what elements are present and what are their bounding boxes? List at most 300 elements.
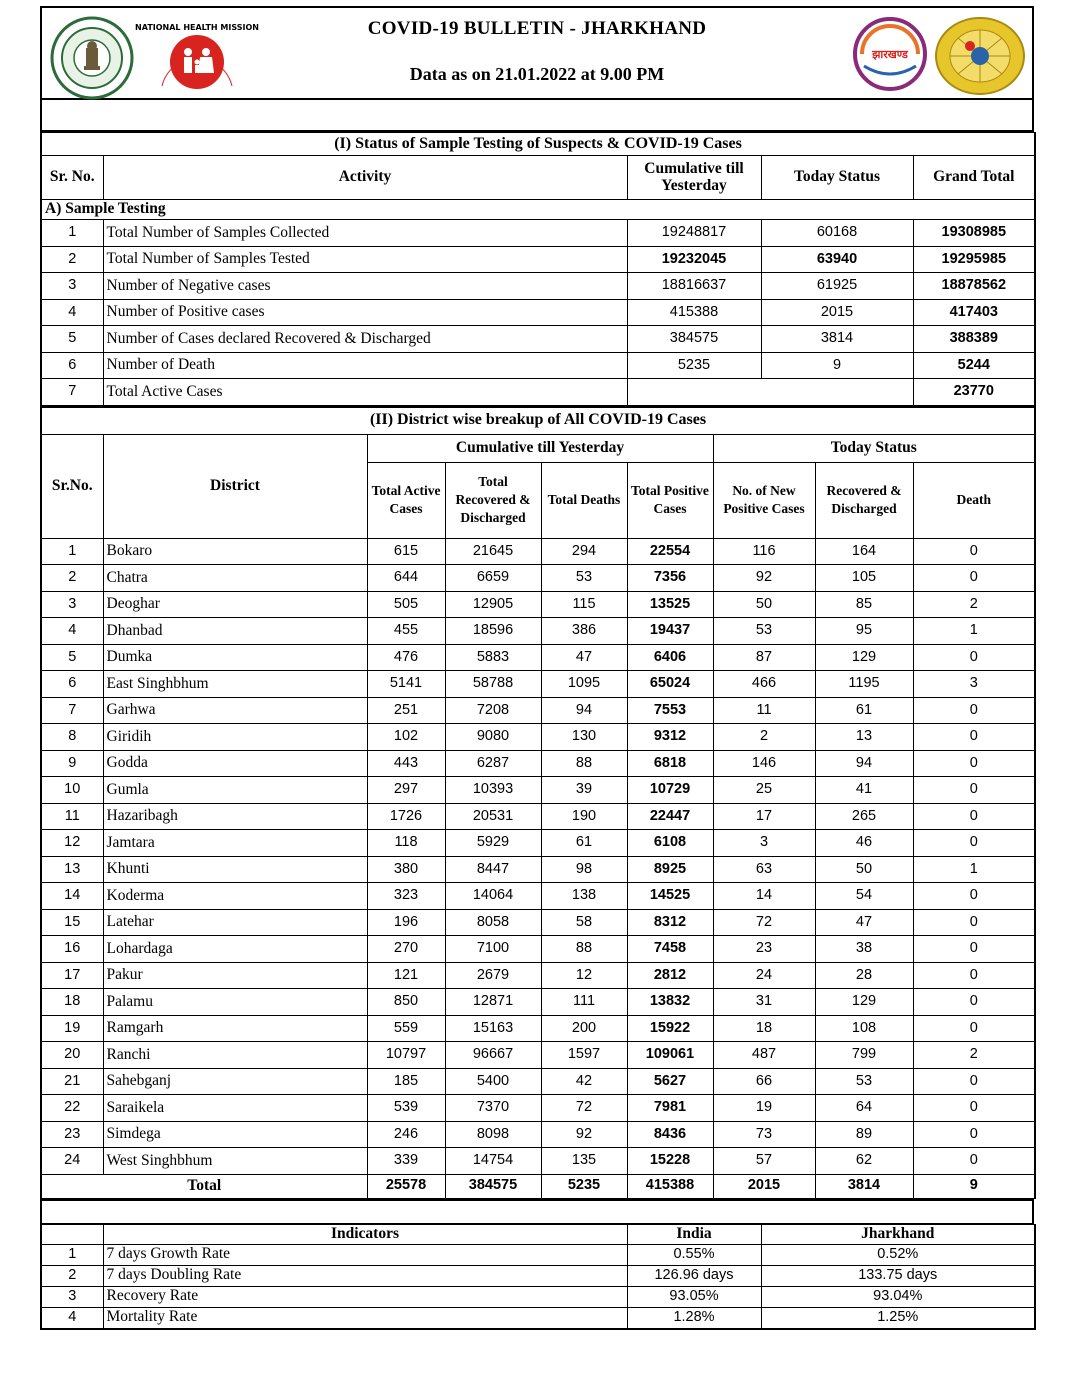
district-active: 539 [367,1095,445,1122]
district-today-death: 0 [913,909,1035,936]
row-cumulative: 5235 [627,352,761,379]
col-cumulative: Cumulative till Yesterday [627,156,761,200]
district-name: Pakur [103,962,367,989]
district-deaths: 58 [541,909,627,936]
district-today-death: 0 [913,1068,1035,1095]
district-sr: 10 [41,777,103,804]
district-today-death: 0 [913,830,1035,857]
district-name: Saraikela [103,1095,367,1122]
district-today-death: 3 [913,671,1035,698]
district-today-death: 0 [913,989,1035,1016]
district-new-positive: 92 [713,565,815,592]
district-deaths: 138 [541,883,627,910]
district-new-positive: 66 [713,1068,815,1095]
indicator-india: 93.05% [627,1286,761,1307]
district-sr: 3 [41,591,103,618]
indicator-india: 126.96 days [627,1265,761,1286]
indicator-row [41,1286,1035,1307]
district-sr: 21 [41,1068,103,1095]
district-new-positive: 146 [713,750,815,777]
district-recovered: 58788 [445,671,541,698]
district-new-positive: 2 [713,724,815,751]
district-active: 102 [367,724,445,751]
district-name: Dumka [103,644,367,671]
row-activity: Number of Death [103,352,627,379]
district-recovered: 7370 [445,1095,541,1122]
row-sr: 1 [41,220,103,247]
district-new-positive: 466 [713,671,815,698]
row-cumulative: 384575 [627,326,761,353]
district-positive: 6818 [627,750,713,777]
district-positive: 8436 [627,1121,713,1148]
district-today-death: 0 [913,697,1035,724]
district-active: 455 [367,618,445,645]
district-today-death: 0 [913,803,1035,830]
district-positive: 13525 [627,591,713,618]
district-today-recovered: 28 [815,962,913,989]
district-sr: 18 [41,989,103,1016]
district-deaths: 12 [541,962,627,989]
indicators-col-sr [41,1224,103,1244]
district-active: 251 [367,697,445,724]
indicator-jharkhand: 0.52% [761,1244,1035,1265]
district-new-positive: 50 [713,591,815,618]
district-today-recovered: 50 [815,856,913,883]
district-today-recovered: 41 [815,777,913,804]
district-today-death: 0 [913,565,1035,592]
total-active: 25578 [367,1174,445,1198]
district-recovered: 5883 [445,644,541,671]
row-grand-total: 18878562 [913,273,1035,300]
district-today-recovered: 38 [815,936,913,963]
district-deaths: 94 [541,697,627,724]
district-row [41,697,1035,724]
district-table [40,406,1036,1199]
district-today-recovered: 64 [815,1095,913,1122]
district-row [41,1148,1035,1175]
district-recovered: 14754 [445,1148,541,1175]
row-grand-total: 388389 [913,326,1035,353]
district-today-death: 0 [913,538,1035,565]
indicator-name: 7 days Doubling Rate [103,1265,627,1286]
district-deaths: 135 [541,1148,627,1175]
section2-title: (II) District wise breakup of All COVID-19 Cases [41,407,1035,435]
district-row [41,671,1035,698]
district-today-recovered: 61 [815,697,913,724]
district-recovered: 20531 [445,803,541,830]
district-deaths: 42 [541,1068,627,1095]
district-new-positive: 31 [713,989,815,1016]
district-today-recovered: 1195 [815,671,913,698]
district-today-recovered: 62 [815,1148,913,1175]
district-deaths: 39 [541,777,627,804]
district-positive: 15922 [627,1015,713,1042]
district-active: 10797 [367,1042,445,1069]
district-recovered: 9080 [445,724,541,751]
group-today-status: Today Status [713,434,1035,462]
row-today: 60168 [761,220,913,247]
district-positive: 109061 [627,1042,713,1069]
district-name: Khunti [103,856,367,883]
col-today-status: Today Status [761,156,913,200]
district-today-recovered: 54 [815,883,913,910]
district-today-death: 0 [913,936,1035,963]
indicators-col-jharkhand: Jharkhand [761,1224,1035,1244]
col-grand-total: Grand Total [913,156,1035,200]
district-deaths: 92 [541,1121,627,1148]
district-row [41,565,1035,592]
row-today: 9 [761,352,913,379]
sample-testing-row [41,326,1035,353]
district-active: 121 [367,962,445,989]
indicator-row [41,1307,1035,1329]
row-sr: 4 [41,299,103,326]
district-deaths: 111 [541,989,627,1016]
row-sr: 6 [41,352,103,379]
district-deaths: 47 [541,644,627,671]
district-row [41,644,1035,671]
district-recovered: 6287 [445,750,541,777]
district-today-death: 0 [913,962,1035,989]
total-recovered: 384575 [445,1174,541,1198]
svg-text:झारखण्ड: झारखण्ड [872,48,908,61]
district-today-recovered: 13 [815,724,913,751]
district-sr: 22 [41,1095,103,1122]
district-today-recovered: 53 [815,1068,913,1095]
district-row [41,830,1035,857]
district-positive: 6108 [627,830,713,857]
district-recovered: 12905 [445,591,541,618]
row-today: 2015 [761,299,913,326]
district-active: 5141 [367,671,445,698]
district-deaths: 61 [541,830,627,857]
indicator-name: Recovery Rate [103,1286,627,1307]
district-active: 850 [367,989,445,1016]
district-name: Jamtara [103,830,367,857]
district-row [41,1068,1035,1095]
district-deaths: 386 [541,618,627,645]
district-name: Deoghar [103,591,367,618]
district-active: 443 [367,750,445,777]
district-today-recovered: 89 [815,1121,913,1148]
header-spacer [40,100,1034,132]
district-today-death: 0 [913,1095,1035,1122]
row-activity: Number of Positive cases [103,299,627,326]
indicator-row [41,1244,1035,1265]
sample-testing-row [41,299,1035,326]
district-deaths: 115 [541,591,627,618]
district-positive: 5627 [627,1068,713,1095]
district-sr: 14 [41,883,103,910]
district-deaths: 88 [541,750,627,777]
district-recovered: 21645 [445,538,541,565]
district-today-recovered: 94 [815,750,913,777]
district-name: Simdega [103,1121,367,1148]
district-positive: 9312 [627,724,713,751]
district-name: West Singhbhum [103,1148,367,1175]
district-col-district: District [103,434,367,538]
row-empty-span [627,379,913,406]
col-total-positive: Total Positive Cases [627,462,713,538]
district-row [41,962,1035,989]
district-name: Palamu [103,989,367,1016]
row-grand-total: 19308985 [913,220,1035,247]
district-new-positive: 3 [713,830,815,857]
district-active: 270 [367,936,445,963]
district-active: 118 [367,830,445,857]
district-deaths: 88 [541,936,627,963]
bulletin-sheet [40,6,1034,1330]
district-name: East Singhbhum [103,671,367,698]
district-sr: 4 [41,618,103,645]
district-active: 246 [367,1121,445,1148]
district-today-death: 0 [913,724,1035,751]
district-today-recovered: 799 [815,1042,913,1069]
district-today-recovered: 105 [815,565,913,592]
district-total-row [41,1174,1035,1198]
row-grand-total: 19295985 [913,246,1035,273]
district-positive: 22447 [627,803,713,830]
total-new-positive: 2015 [713,1174,815,1198]
district-today-death: 0 [913,750,1035,777]
district-active: 323 [367,883,445,910]
district-sr: 8 [41,724,103,751]
district-new-positive: 87 [713,644,815,671]
district-active: 339 [367,1148,445,1175]
section1-title: (I) Status of Sample Testing of Suspects & COVID-19 Cases [41,133,1035,156]
district-sr: 24 [41,1148,103,1175]
district-active: 505 [367,591,445,618]
district-row [41,936,1035,963]
row-today: 63940 [761,246,913,273]
row-sr: 7 [41,379,103,406]
sample-testing-row [41,220,1035,247]
district-row [41,1042,1035,1069]
row-activity: Total Active Cases [103,379,627,406]
district-sr: 1 [41,538,103,565]
district-name: Sahebganj [103,1068,367,1095]
sample-testing-row [41,352,1035,379]
district-name: Bokaro [103,538,367,565]
district-name: Lohardaga [103,936,367,963]
district-sr: 9 [41,750,103,777]
district-name: Ranchi [103,1042,367,1069]
district-positive: 7981 [627,1095,713,1122]
district-active: 380 [367,856,445,883]
district-today-death: 0 [913,1015,1035,1042]
district-today-death: 1 [913,856,1035,883]
district-recovered: 5929 [445,830,541,857]
district-sr: 12 [41,830,103,857]
district-deaths: 1597 [541,1042,627,1069]
district-today-recovered: 164 [815,538,913,565]
district-recovered: 7100 [445,936,541,963]
district-today-recovered: 46 [815,830,913,857]
district-positive: 10729 [627,777,713,804]
district-positive: 22554 [627,538,713,565]
total-today-recovered: 3814 [815,1174,913,1198]
district-row [41,989,1035,1016]
indicator-jharkhand: 133.75 days [761,1265,1035,1286]
state-health-society-emblem-icon [934,16,1026,96]
district-recovered: 6659 [445,565,541,592]
col-total-recovered: Total Recovered & Discharged [445,462,541,538]
row-today: 3814 [761,326,913,353]
bulletin-header [40,6,1034,100]
district-positive: 65024 [627,671,713,698]
indicator-name: Mortality Rate [103,1307,627,1329]
district-name: Ramgarh [103,1015,367,1042]
district-name: Garhwa [103,697,367,724]
district-row [41,750,1035,777]
district-positive: 15228 [627,1148,713,1175]
district-sr: 17 [41,962,103,989]
group-cumulative: Cumulative till Yesterday [367,434,713,462]
district-today-recovered: 129 [815,989,913,1016]
district-recovered: 8098 [445,1121,541,1148]
district-deaths: 200 [541,1015,627,1042]
district-today-death: 1 [913,618,1035,645]
district-new-positive: 63 [713,856,815,883]
row-cumulative: 415388 [627,299,761,326]
district-sr: 16 [41,936,103,963]
district-name: Gumla [103,777,367,804]
sample-testing-row [41,379,1035,406]
district-recovered: 10393 [445,777,541,804]
district-row [41,1015,1035,1042]
district-today-recovered: 47 [815,909,913,936]
district-recovered: 2679 [445,962,541,989]
row-sr: 5 [41,326,103,353]
district-positive: 7553 [627,697,713,724]
district-deaths: 98 [541,856,627,883]
district-active: 185 [367,1068,445,1095]
col-today-recovered: Recovered & Discharged [815,462,913,538]
district-positive: 19437 [627,618,713,645]
district-positive: 13832 [627,989,713,1016]
sample-testing-subheading: A) Sample Testing [41,200,1035,220]
total-label: Total [41,1174,367,1198]
district-row [41,591,1035,618]
district-sr: 15 [41,909,103,936]
district-today-recovered: 108 [815,1015,913,1042]
district-new-positive: 116 [713,538,815,565]
district-deaths: 1095 [541,671,627,698]
district-new-positive: 73 [713,1121,815,1148]
district-today-death: 2 [913,591,1035,618]
district-active: 297 [367,777,445,804]
district-row [41,803,1035,830]
district-row [41,724,1035,751]
district-deaths: 72 [541,1095,627,1122]
sample-testing-table [40,132,1036,406]
district-name: Giridih [103,724,367,751]
row-activity: Number of Negative cases [103,273,627,300]
total-positive: 415388 [627,1174,713,1198]
indicator-name: 7 days Growth Rate [103,1244,627,1265]
district-deaths: 294 [541,538,627,565]
indicator-row [41,1265,1035,1286]
row-activity: Total Number of Samples Tested [103,246,627,273]
indicators-table [40,1224,1036,1330]
row-sr: 3 [41,273,103,300]
indicators-spacer [40,1199,1034,1224]
district-sr: 19 [41,1015,103,1042]
district-sr: 7 [41,697,103,724]
row-activity: Number of Cases declared Recovered & Discharged [103,326,627,353]
district-new-positive: 25 [713,777,815,804]
district-row [41,909,1035,936]
district-sr: 2 [41,565,103,592]
district-recovered: 8447 [445,856,541,883]
district-sr: 23 [41,1121,103,1148]
district-new-positive: 57 [713,1148,815,1175]
bulletin-date: Data as on 21.01.2022 at 9.00 PM [409,64,665,84]
district-sr: 6 [41,671,103,698]
district-active: 559 [367,1015,445,1042]
row-grand-total: 23770 [913,379,1035,406]
district-positive: 7356 [627,565,713,592]
district-today-recovered: 129 [815,644,913,671]
total-deaths: 5235 [541,1174,627,1198]
row-grand-total: 5244 [913,352,1035,379]
col-today-death: Death [913,462,1035,538]
district-new-positive: 14 [713,883,815,910]
district-row [41,1121,1035,1148]
district-deaths: 190 [541,803,627,830]
col-activity: Activity [103,156,627,200]
bulletin-title: COVID-19 BULLETIN - JHARKHAND [367,18,707,39]
district-deaths: 53 [541,565,627,592]
district-deaths: 130 [541,724,627,751]
indicator-india: 1.28% [627,1307,761,1329]
district-name: Chatra [103,565,367,592]
district-sr: 20 [41,1042,103,1069]
district-today-recovered: 95 [815,618,913,645]
col-total-active: Total Active Cases [367,462,445,538]
district-row [41,618,1035,645]
district-new-positive: 23 [713,936,815,963]
district-new-positive: 17 [713,803,815,830]
col-sr-no: Sr. No. [41,156,103,200]
district-active: 615 [367,538,445,565]
district-today-death: 0 [913,1121,1035,1148]
district-today-recovered: 85 [815,591,913,618]
indicator-sr: 4 [41,1307,103,1329]
district-recovered: 8058 [445,909,541,936]
district-today-death: 0 [913,777,1035,804]
district-positive: 6406 [627,644,713,671]
district-name: Godda [103,750,367,777]
district-new-positive: 18 [713,1015,815,1042]
district-positive: 8925 [627,856,713,883]
indicator-jharkhand: 93.04% [761,1286,1035,1307]
district-today-recovered: 265 [815,803,913,830]
district-recovered: 18596 [445,618,541,645]
district-recovered: 5400 [445,1068,541,1095]
col-total-deaths: Total Deaths [541,462,627,538]
indicator-india: 0.55% [627,1244,761,1265]
district-col-sr: Sr.No. [41,434,103,538]
district-active: 196 [367,909,445,936]
district-today-death: 2 [913,1042,1035,1069]
indicator-jharkhand: 1.25% [761,1307,1035,1329]
sample-testing-row [41,273,1035,300]
col-new-positive: No. of New Positive Cases [713,462,815,538]
district-active: 1726 [367,803,445,830]
district-sr: 11 [41,803,103,830]
district-row [41,856,1035,883]
